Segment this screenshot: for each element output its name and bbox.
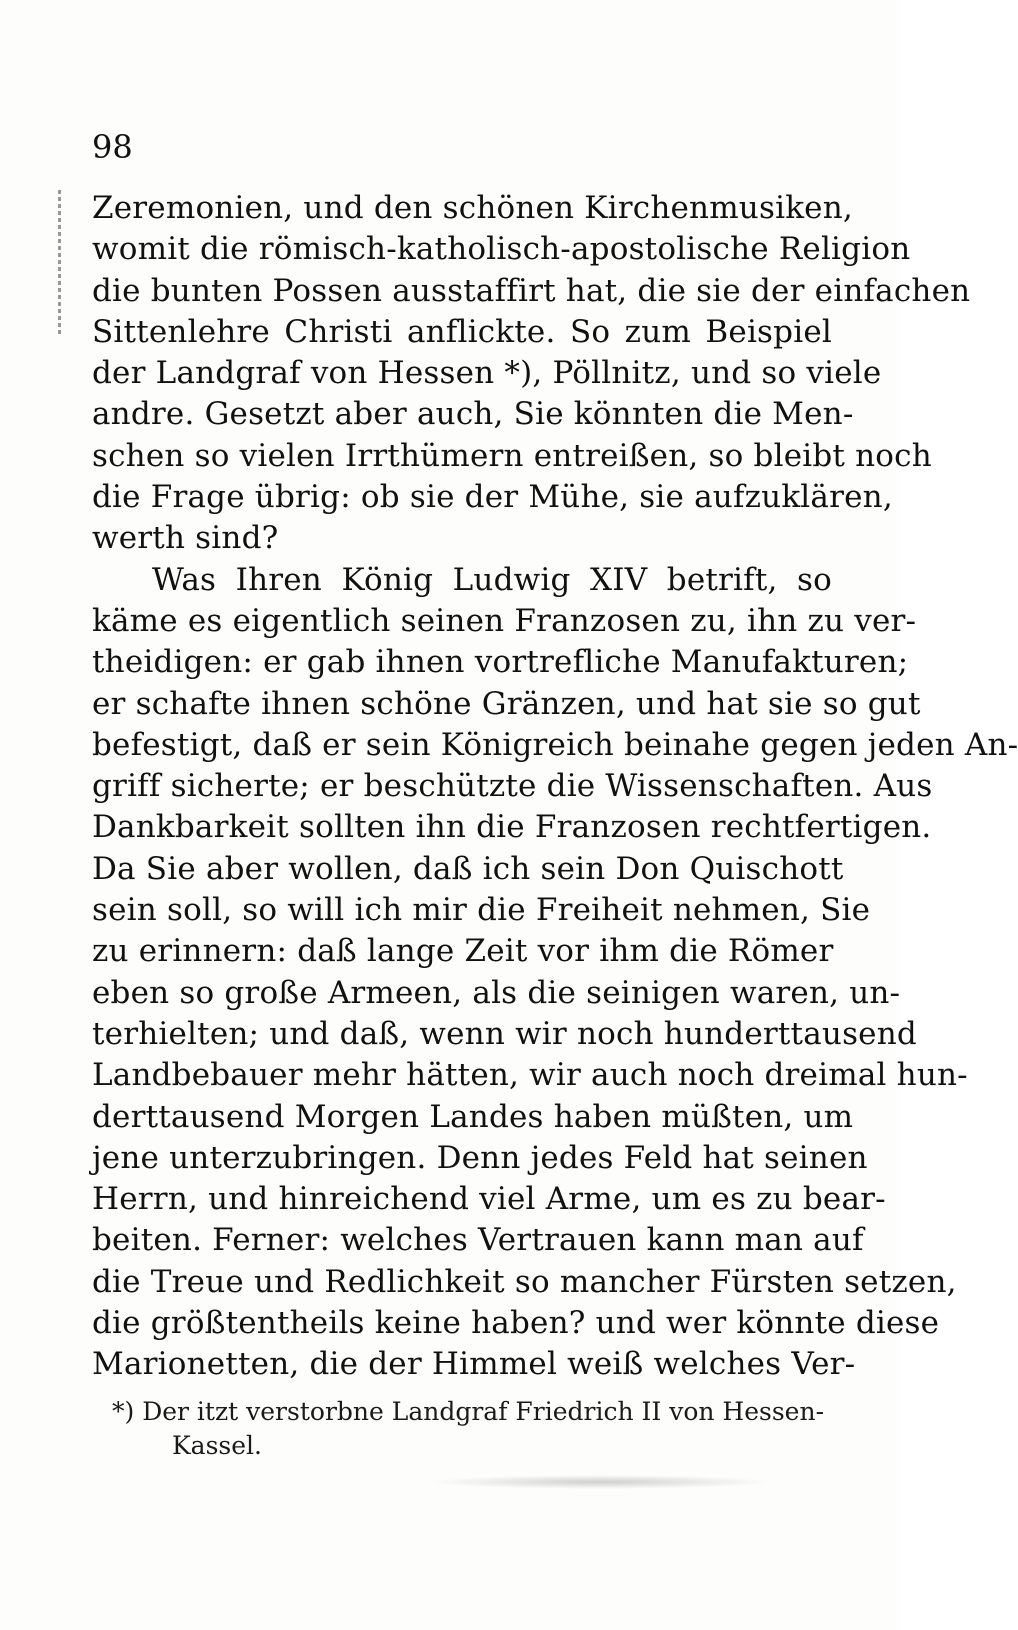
text-line: Marionetten, die der Himmel weiß welches Ver-: [92, 1346, 856, 1383]
text-line: sein soll, so will ich mir die Freiheit nehmen, Sie: [92, 892, 871, 929]
page-number: 98: [92, 128, 133, 166]
text-line: Dankbarkeit sollten ihn die Franzosen rechtfertigen.: [92, 809, 932, 846]
text-line: schen so vielen Irrthümern entreißen, so bleibt noch: [92, 437, 932, 474]
bleed-through-smudge: [430, 1475, 770, 1489]
text-line: Herrn, und hinreichend viel Arme, um es zu bear-: [92, 1181, 886, 1218]
body-text: [92, 188, 1018, 1386]
footnote-line: Kassel.: [172, 1431, 262, 1460]
footnote-line: *) Der itzt verstorbne Landgraf Friedrich II von Hessen-: [112, 1397, 825, 1426]
text-line: die Frage übrig: ob sie der Mühe, sie aufzuklären,: [92, 479, 893, 516]
text-line: Landbebauer mehr hätten, wir auch noch dreimal hun-: [92, 1057, 968, 1094]
text-line: zu erinnern: daß lange Zeit vor ihm die Römer: [92, 933, 834, 970]
text-line: befestigt, daß er sein Königreich beinahe gegen jeden An-: [92, 726, 1018, 763]
text-line: käme es eigentlich seinen Franzosen zu, ihn zu ver-: [92, 602, 917, 639]
text-line: theidigen: er gab ihnen vortrefliche Manufakturen;: [92, 644, 909, 681]
text-line: derttausend Morgen Landes haben müßten, um: [92, 1098, 854, 1135]
text-line: womit die römisch-katholisch-apostolische Religion: [92, 231, 911, 268]
text-line: eben so große Armeen, als die seinigen waren, un-: [92, 974, 901, 1011]
text-line: Sittenlehre Christi anflickte. So zum Beispiel: [92, 313, 832, 350]
text-line: terhielten; und daß, wenn wir noch hunderttausend: [92, 1015, 917, 1052]
text-line: beiten. Ferner: welches Vertrauen kann man auf: [92, 1222, 864, 1259]
margin-mark: [58, 190, 61, 335]
text-line: Da Sie aber wollen, daß ich sein Don Quischott: [92, 850, 844, 887]
text-line: er schafte ihnen schöne Gränzen, und hat sie so gut: [92, 685, 921, 722]
text-line: die Treue und Redlichkeit so mancher Fürsten setzen,: [92, 1263, 957, 1300]
text-line: andre. Gesetzt aber auch, Sie könnten die Men-: [92, 396, 854, 433]
text-line: Was Ihren König Ludwig XIV betrift, so: [152, 561, 832, 598]
text-line: die größtentheils keine haben? und wer könnte diese: [92, 1305, 940, 1342]
text-line: Zeremonien, und den schönen Kirchenmusiken,: [92, 190, 853, 226]
text-line: die bunten Possen ausstaffirt hat, die sie der einfachen: [92, 272, 971, 309]
text-line: jene unterzubringen. Denn jedes Feld hat seinen: [92, 1139, 868, 1176]
text-line: griff sicherte; er beschützte die Wissenschaften. Aus: [92, 768, 933, 805]
text-line: werth sind?: [92, 520, 279, 557]
text-line: der Landgraf von Hessen *), Pöllnitz, und so viele: [92, 355, 882, 392]
footnote: [112, 1395, 832, 1463]
